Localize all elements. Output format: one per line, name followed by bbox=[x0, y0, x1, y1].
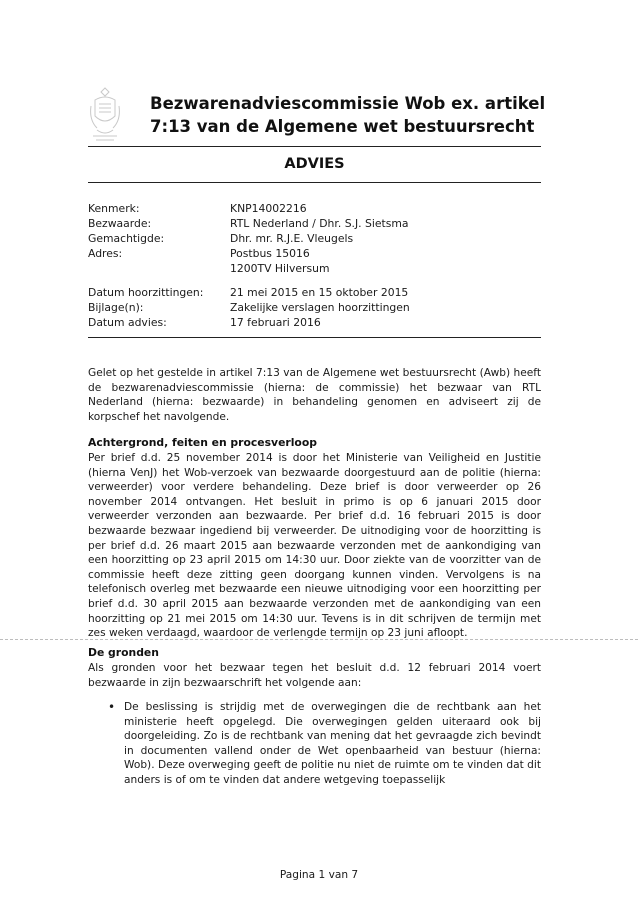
meta-label: Bezwaarde: bbox=[88, 217, 152, 230]
meta-value: Postbus 15016 bbox=[230, 247, 310, 260]
meta-value: KNP14002216 bbox=[230, 202, 307, 215]
meta-label: Adres: bbox=[88, 247, 123, 260]
meta-row-bijlage bbox=[88, 300, 530, 315]
meta-row-advies bbox=[88, 315, 530, 330]
divider-under-title bbox=[88, 182, 541, 183]
meta-value: Zakelijke verslagen hoorzittingen bbox=[230, 301, 410, 314]
meta-row-adres-2 bbox=[88, 261, 530, 276]
committee-title bbox=[150, 92, 570, 138]
divider-top bbox=[88, 146, 541, 147]
meta-row-adres bbox=[88, 246, 530, 261]
section-heading-gronden: De gronden bbox=[88, 646, 159, 659]
page-number: Pagina 1 van 7 bbox=[279, 869, 359, 881]
meta-row-gemachtigde bbox=[88, 231, 530, 246]
meta-value: 1200TV Hilversum bbox=[230, 262, 330, 275]
meta-row-bezwaarde bbox=[88, 216, 530, 231]
metadata-block bbox=[88, 201, 530, 276]
meta-value: RTL Nederland / Dhr. S.J. Sietsma bbox=[230, 217, 409, 230]
meta-label: Bijlage(n): bbox=[88, 301, 144, 314]
background-paragraph: Per brief d.d. 25 november 2014 is door het Ministerie van Veiligheid en Justitie (hierna VenJ) het Wob-verzoek van bezwaarde doorgestuurd aan de politie (hierna: verweerder) voor verdere behandeling. Deze brief is door verweerder op 26 november 2014 ontvangen. Het besluit in primo is op 6 januari 2015 door verweerder verzonden aan bezwaarde. Per brief d.d. 16 februari 2015 is door bezwaarde bezwaar ingediend bij verweerder. De uitnodiging voor de hoorzitting is per brief d.d. 26 maart 2015 aan bezwaarde verzonden met de aankondiging van een hoorzitting op 23 april 2015 om 14:30 uur. Door ziekte van de voorzitter van de commissie heeft deze zitting geen doorgang kunnen vinden. Vervolgens is na telefonisch overleg met bezwaarde een nieuwe uitnodiging voor een hoorzitting per brief d.d. 30 april 2015 aan bezwaarde verzonden met de aankondiging van een hoorzitting op 21 mei 2015 om 14:30 uur. Tevens is in dit schrijven de termijn met zes weken verdaagd, waardoor de verlengde termijn op 23 juni afloopt. bbox=[88, 452, 541, 640]
title-line-2: 7:13 van de Algemene wet bestuursrecht bbox=[150, 117, 535, 136]
meta-row-kenmerk bbox=[88, 201, 530, 216]
section-heading-background: Achtergrond, feiten en procesverloop bbox=[88, 436, 317, 449]
metadata-block-dates bbox=[88, 285, 530, 330]
meta-row-hoorzitting bbox=[88, 285, 530, 300]
coat-of-arms-icon bbox=[87, 86, 123, 144]
document-title: ADVIES bbox=[284, 156, 345, 172]
divider-under-meta bbox=[88, 337, 541, 338]
meta-label: Gemachtigde: bbox=[88, 232, 165, 245]
bullet-marker: • bbox=[108, 700, 116, 714]
meta-value: Dhr. mr. R.J.E. Vleugels bbox=[230, 232, 354, 245]
gronden-paragraph: Als gronden voor het bezwaar tegen het besluit d.d. 12 februari 2014 voert bezwaarde in zijn bezwaarschrift het volgende aan: bbox=[88, 662, 541, 689]
bullet-item-1: De beslissing is strijdig met de overwegingen die de rechtbank aan het ministerie heeft opgelegd. Die overwegingen gelden uiteraard ook bij doorgeleiding. Zo is de rechtbank van mening dat het gevraagde zich bevindt in documenten vallend onder de Wet openbaarheid van bestuur (hierna: Wob). Deze overweging geeft de politie nu niet de ruimte om te vinden dat dit anders is of om te vinden dat andere wetgeving toepasselijk bbox=[124, 701, 541, 786]
meta-label: Datum hoorzittingen: bbox=[88, 286, 204, 299]
meta-label: Datum advies: bbox=[88, 316, 167, 329]
title-line-1: Bezwarenadviescommissie Wob ex. artikel bbox=[150, 94, 546, 113]
meta-label: Kenmerk: bbox=[88, 202, 140, 215]
page-scan-divider bbox=[0, 639, 638, 640]
intro-paragraph: Gelet op het gestelde in artikel 7:13 van de Algemene wet bestuursrecht (Awb) heeft de bezwarenadviescommissie (hierna: de commissie) het bezwaar van RTL Nederland (hierna: bezwaarde) in behandeling genomen en adviseert zij de korpschef het navolgende. bbox=[88, 367, 541, 423]
meta-value: 21 mei 2015 en 15 oktober 2015 bbox=[230, 286, 409, 299]
meta-value: 17 februari 2016 bbox=[230, 316, 321, 329]
